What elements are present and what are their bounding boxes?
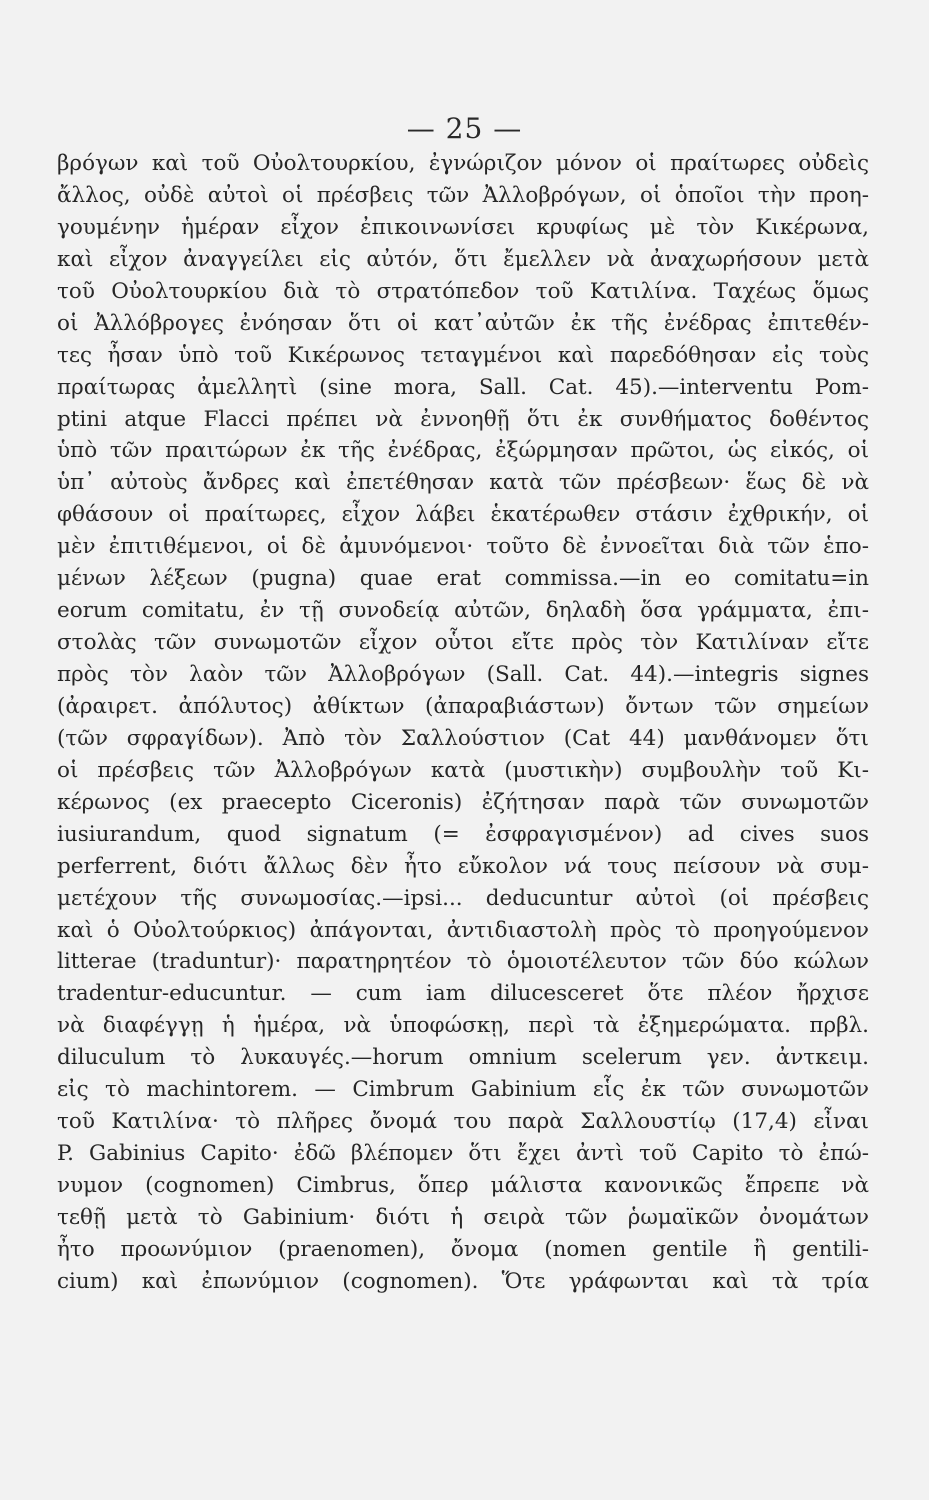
text-line: (ἀραιρετ. ἀπόλυτος) ἀθίκτων (ἀπαραβιάστων) ὄντων τῶν σημείων — [57, 693, 869, 719]
text-line: καὶ εἶχον ἀναγγείλει εἰς αὐτόν, ὅτι ἔμελλεν νὰ ἀναχωρήσουν μετὰ — [57, 246, 869, 272]
text-line: μὲν ἐπιτιθέμενοι, οἱ δὲ ἀμυνόμενοι· τοῦτο δὲ ἐννοεῖται διὰ τῶν ἑπο- — [57, 534, 869, 560]
text-line: φθάσουν οἱ πραίτωρες, εἶχον λάβει ἑκατέρωθεν στάσιν ἐχθρικήν, οἱ — [57, 502, 869, 528]
text-line: eorum comitatu, ἐν τῇ συνοδείᾳ αὐτῶν, δηλαδὴ ὅσα γράμματα, ἐπι- — [57, 598, 869, 624]
text-line: ἦτο προωνύμιον (praenomen), ὄνομα (nomen gentile ἢ gentili- — [57, 1236, 869, 1262]
text-line: γουμένην ἡμέραν εἶχον ἐπικοινωνίσει κρυφίως μὲ τὸν Κικέρωνα, — [57, 214, 869, 240]
text-line: βρόγων καὶ τοῦ Οὐολτουρκίου, ἐγνώριζον μόνον οἱ πραίτωρες οὐδεὶς — [57, 151, 869, 176]
commentary-text — [57, 148, 869, 1298]
text-line: οἱ πρέσβεις τῶν Ἀλλοβρόγων κατὰ (μυστικὴν) συμβουλὴν τοῦ Κι- — [57, 757, 869, 783]
text-line: πρὸς τὸν λαὸν τῶν Ἀλλοβρόγων (Sall. Cat. 44).—integris signes — [57, 662, 869, 687]
text-line: P. Gabinius Capito· ἐδῶ βλέπομεν ὅτι ἔχει ἀντὶ τοῦ Capito τὸ ἐπώ- — [57, 1141, 869, 1167]
text-line: diluculum τὸ λυκαυγές.—horum omnium scelerum γεν. ἀντκειμ. — [57, 1045, 869, 1071]
text-line: πραίτωρας ἀμελλητὶ (sine mora, Sall. Cat. 45).—interventu Pom- — [57, 374, 869, 400]
text-line: μένων λέξεων (pugna) quae erat commissa.—in eo comitatu=in — [57, 566, 869, 592]
text-line: tradentur-educuntur. — cum iam dilucesceret ὅτε πλέον ἤρχισε — [57, 981, 869, 1007]
text-line: τοῦ Κατιλίνα· τὸ πλῆρες ὄνομά του παρὰ Σαλλουστίῳ (17,4) εἶναι — [57, 1109, 869, 1135]
text-line: στολὰς τῶν συνωμοτῶν εἶχον οὗτοι εἴτε πρὸς τὸν Κατιλίναν εἴτε — [57, 630, 869, 656]
page-number: — 25 — — [406, 112, 523, 145]
text-line: cium) καὶ ἐπωνύμιον (cognomen). Ὅτε γράφωνται καὶ τὰ τρία — [57, 1268, 869, 1294]
text-line: ὑπὸ τῶν πραιτώρων ἐκ τῆς ἐνέδρας, ἐξώρμησαν πρῶτοι, ὡς εἰκός, οἱ — [57, 438, 869, 464]
text-line: καὶ ὁ Οὐολτούρκιος) ἀπάγονται, ἀντιδιαστολὴ πρὸς τὸ προηγούμενον — [57, 917, 869, 943]
text-line: νυμον (cognomen) Cimbrus, ὅπερ μάλιστα κανονικῶς ἔπρεπε νὰ — [57, 1173, 869, 1198]
text-line: ἄλλος, οὐδὲ αὐτοὶ οἱ πρέσβεις τῶν Ἀλλοβρόγων, οἱ ὁποῖοι τὴν προη- — [57, 182, 869, 208]
text-line: iusiurandum, quod signatum (= ἐσφραγισμένον) ad cives suos — [57, 821, 869, 847]
text-line: ὑπ᾽ αὐτοὺς ἄνδρες καὶ ἐπετέθησαν κατὰ τῶν πρέσβεων· ἕως δὲ νὰ — [57, 470, 869, 496]
text-line: τοῦ Οὐολτουρκίου διὰ τὸ στρατόπεδον τοῦ Κατιλίνα. Ταχέως ὅμως — [57, 278, 869, 304]
text-line: οἱ Ἀλλόβρογες ἐνόησαν ὅτι οἱ κατ᾽αὐτῶν ἐκ τῆς ἐνέδρας ἐπιτεθέν- — [57, 310, 869, 336]
text-line: ptini atque Flacci πρέπει νὰ ἐννοηθῇ ὅτι ἐκ συνθήματος δοθέντος — [57, 406, 869, 432]
text-line: perferrent, διότι ἄλλως δὲν ἦτο εὔκολον νά τους πείσουν νὰ συμ- — [57, 853, 869, 879]
text-line: (τῶν σφραγίδων). Ἀπὸ τὸν Σαλλούστιον (Cat 44) μανθάνομεν ὅτι — [57, 725, 869, 751]
text-line: τες ἦσαν ὑπὸ τοῦ Κικέρωνος τεταγμένοι καὶ παρεδόθησαν εἰς τοὺς — [57, 342, 869, 368]
text-line: νὰ διαφέγγῃ ἡ ἡμέρα, νὰ ὑποφώσκῃ, περὶ τὰ ἐξημερώματα. πρβλ. — [57, 1013, 869, 1039]
text-line: τεθῇ μετὰ τὸ Gabinium· διότι ἡ σειρὰ τῶν ῥωμαϊκῶν ὀνομάτων — [57, 1204, 869, 1230]
text-line: εἰς τὸ machintorem. — Cimbrum Gabinium εἷς ἐκ τῶν συνωμοτῶν — [57, 1077, 869, 1103]
text-line: μετέχουν τῆς συνωμοσίας.—ipsi... deducuntur αὐτοὶ (οἱ πρέσβεις — [57, 885, 869, 911]
text-line: κέρωνος (ex praecepto Ciceronis) ἐζήτησαν παρὰ τῶν συνωμοτῶν — [57, 789, 869, 815]
text-line: litterae (traduntur)· παρατηρητέον τὸ ὁμοιοτέλευτον τῶν δύο κώλων — [57, 949, 869, 975]
